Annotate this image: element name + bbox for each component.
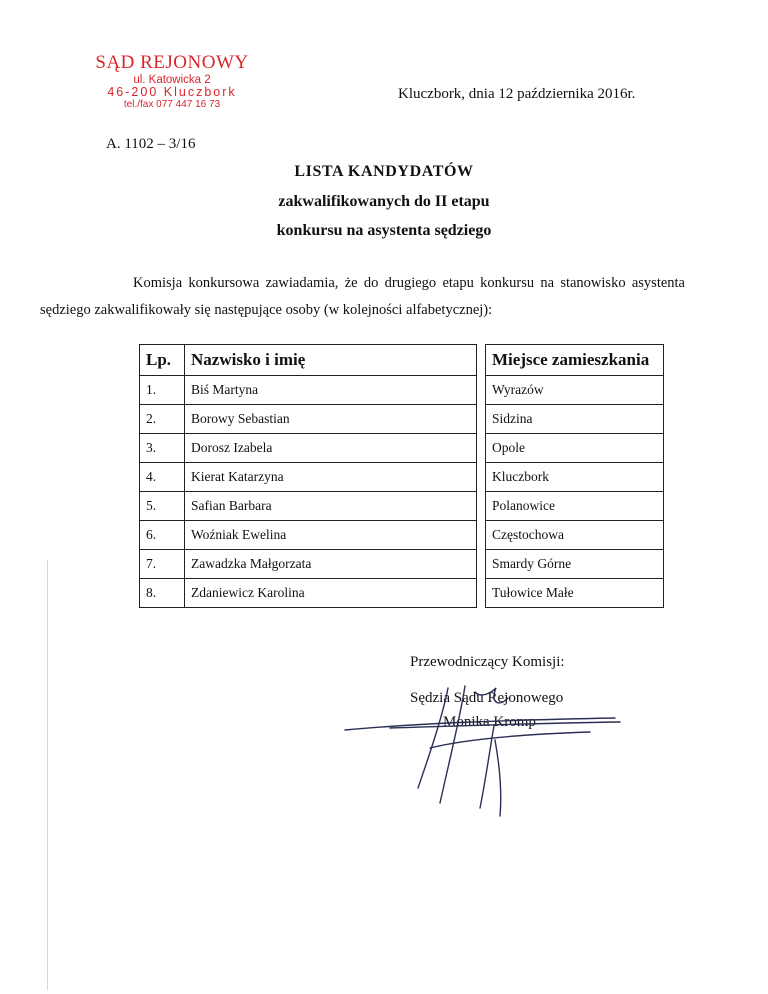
table-row (140, 521, 664, 550)
signatory-title: Sędzia Sądu Rejonowego (410, 690, 564, 706)
row-no: 1. (140, 376, 185, 405)
scan-edge-line (47, 560, 48, 990)
court-stamp (82, 52, 262, 110)
table-row (140, 579, 664, 608)
column-gap (477, 550, 486, 579)
column-gap (477, 492, 486, 521)
signatory-role: Przewodniczący Komisji: (410, 654, 565, 670)
row-name: Zdaniewicz Karolina (185, 579, 477, 608)
reference-number: A. 1102 – 3/16 (106, 136, 196, 152)
title-sub-1: zakwalifikowanych do II etapu (278, 193, 490, 210)
column-gap (477, 434, 486, 463)
title-sub-2: konkursu na asystenta sędziego (276, 222, 492, 239)
row-no: 2. (140, 405, 185, 434)
table-row (140, 405, 664, 434)
row-name: Woźniak Ewelina (185, 521, 477, 550)
column-gap (477, 405, 486, 434)
row-name: Safian Barbara (185, 492, 477, 521)
table-row (140, 463, 664, 492)
announcement-paragraph: Komisja konkursowa zawiadamia, że do drugiego etapu konkursu na stanowisko asystenta sędziego zakwalifikowały się następujące osoby (w kolejności alfabetycznej): (40, 275, 685, 318)
column-gap (477, 579, 486, 608)
table-row (140, 434, 664, 463)
row-residence: Tułowice Małe (486, 579, 664, 608)
row-name: Biś Martyna (185, 376, 477, 405)
stamp-street: ul. Katowicka 2 (133, 74, 211, 86)
row-residence: Smardy Górne (486, 550, 664, 579)
column-gap (477, 376, 486, 405)
stamp-phone: tel./fax 077 447 16 73 (123, 99, 221, 110)
column-gap (477, 521, 486, 550)
row-no: 6. (140, 521, 185, 550)
table-header-row (140, 345, 664, 376)
table-row (140, 550, 664, 579)
handwritten-signature (330, 668, 630, 818)
column-gap (477, 463, 486, 492)
row-no: 8. (140, 579, 185, 608)
row-residence: Opole (486, 434, 664, 463)
header-name: Nazwisko i imię (185, 345, 477, 376)
column-gap (477, 345, 486, 376)
stamp-court-name: SĄD REJONOWY (95, 52, 249, 73)
table-row (140, 376, 664, 405)
row-residence: Polanowice (486, 492, 664, 521)
candidates-table (139, 344, 664, 608)
row-name: Kierat Katarzyna (185, 463, 477, 492)
stamp-city: 46-200 Kluczbork (107, 85, 237, 99)
row-name: Zawadzka Małgorzata (185, 550, 477, 579)
row-no: 7. (140, 550, 185, 579)
row-name: Dorosz Izabela (185, 434, 477, 463)
title-main: LISTA KANDYDATÓW (294, 163, 474, 180)
row-no: 5. (140, 492, 185, 521)
row-name: Borowy Sebastian (185, 405, 477, 434)
table-row (140, 492, 664, 521)
row-no: 3. (140, 434, 185, 463)
row-residence: Częstochowa (486, 521, 664, 550)
header-residence: Miejsce zamieszkania (486, 345, 664, 376)
row-residence: Sidzina (486, 405, 664, 434)
row-residence: Wyrazów (486, 376, 664, 405)
signatory-name: Monika Kromp (443, 714, 536, 730)
place-date: Kluczbork, dnia 12 października 2016r. (398, 86, 636, 102)
row-no: 4. (140, 463, 185, 492)
header-no: Lp. (140, 345, 185, 376)
row-residence: Kluczbork (486, 463, 664, 492)
table-body (140, 376, 664, 608)
